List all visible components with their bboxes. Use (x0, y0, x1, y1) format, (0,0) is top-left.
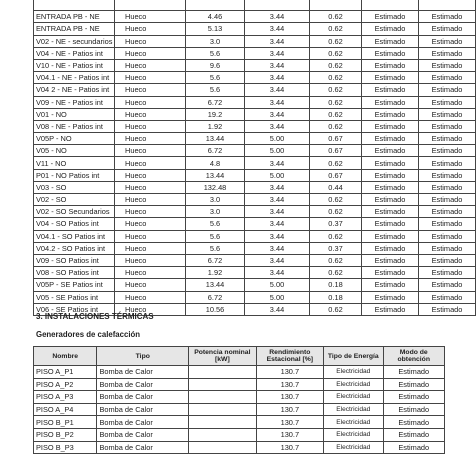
cell-name: V04.1 - SO Patios int (34, 230, 115, 242)
cell-tipo: Bomba de Calor (97, 441, 189, 454)
cell-modo-u: Estimado (362, 242, 419, 254)
cell-potencia (189, 428, 256, 441)
cell-tipo: Hueco (115, 23, 186, 35)
cell-potencia (189, 403, 256, 416)
cell-potencia (189, 366, 256, 379)
cell-tipo: Hueco (115, 84, 186, 96)
cell-potencia (189, 416, 256, 429)
cell-modo-u (362, 0, 419, 11)
cell-modo-u: Estimado (362, 230, 419, 242)
cell-transmitancia: 3.44 (245, 23, 310, 35)
cell-nombre: PISO B_P2 (34, 428, 97, 441)
cell-modo-g: Estimado (419, 169, 476, 181)
cell-tipo: Hueco (115, 169, 186, 181)
cell-modo-g: Estimado (419, 230, 476, 242)
cell-superficie: 5.6 (186, 218, 245, 230)
cell-superficie: 13.44 (186, 169, 245, 181)
cell-factor-solar: 0.67 (310, 145, 362, 157)
cell-factor-solar: 0.67 (310, 133, 362, 145)
cell-modo-u: Estimado (362, 23, 419, 35)
header-modo-obtencion: Modo de obtención (383, 347, 445, 366)
cell-tipo: Hueco (115, 108, 186, 120)
heat-row (34, 441, 445, 454)
cell-modo-g: Estimado (419, 59, 476, 71)
envelope-table (33, 0, 476, 316)
cell-modo-g: Estimado (419, 218, 476, 230)
envelope-row (34, 242, 476, 254)
cell-name: V06 - SE Patios int (34, 303, 115, 315)
cell-modo-g: Estimado (419, 279, 476, 291)
cell-transmitancia: 5.00 (245, 133, 310, 145)
cell-transmitancia: 3.44 (245, 35, 310, 47)
cell-modo-g: Estimado (419, 47, 476, 59)
cell-modo-u: Estimado (362, 267, 419, 279)
cell-transmitancia: 5.00 (245, 291, 310, 303)
cell-modo-u: Estimado (362, 157, 419, 169)
cell-tipo-energia: Electricidad (324, 391, 383, 404)
cell-superficie: 5.6 (186, 230, 245, 242)
cell-rendimiento: 130.7 (256, 416, 323, 429)
cell-superficie: 1.92 (186, 267, 245, 279)
cell-name: V09 - SO Patios int (34, 254, 115, 266)
cell-modo-u: Estimado (362, 72, 419, 84)
cell-transmitancia: 3.44 (245, 157, 310, 169)
cell-tipo-energia: Electricidad (324, 403, 383, 416)
cell-tipo: Hueco (115, 291, 186, 303)
cell-tipo: Bomba de Calor (97, 428, 189, 441)
cell-modo-u: Estimado (362, 96, 419, 108)
cell-modo-g: Estimado (419, 72, 476, 84)
cell-modo-u: Estimado (362, 35, 419, 47)
cell-nombre: PISO A_P3 (34, 391, 97, 404)
cell-name: ENTRADA PB - NE (34, 23, 115, 35)
envelope-row (34, 84, 476, 96)
envelope-row (34, 72, 476, 84)
cell-name: V02 - NE - secundarios (34, 35, 115, 47)
cell-tipo: Hueco (115, 72, 186, 84)
cell-transmitancia: 3.44 (245, 267, 310, 279)
heat-row (34, 378, 445, 391)
cell-factor-solar: 0.37 (310, 242, 362, 254)
cell-factor-solar: 0.62 (310, 120, 362, 132)
cell-name: V04.1 - NE - Patios int (34, 72, 115, 84)
cell-modo-g: Estimado (419, 242, 476, 254)
envelope-row (34, 23, 476, 35)
cell-name: P01 - NO Patios int (34, 169, 115, 181)
envelope-row (34, 0, 476, 11)
cell-tipo: Hueco (115, 35, 186, 47)
cell-modo-g: Estimado (419, 157, 476, 169)
cell-modo-u: Estimado (362, 145, 419, 157)
cell-modo-g: Estimado (419, 120, 476, 132)
cell-factor-solar: 0.44 (310, 181, 362, 193)
cell-tipo-energia: Electricidad (324, 441, 383, 454)
envelope-row (34, 47, 476, 59)
cell-modo-g: Estimado (419, 11, 476, 23)
envelope-row (34, 254, 476, 266)
cell-nombre: PISO A_P2 (34, 378, 97, 391)
cell-modo-g: Estimado (419, 145, 476, 157)
cell-transmitancia: 3.44 (245, 59, 310, 71)
cell-transmitancia: 3.44 (245, 84, 310, 96)
cell-rendimiento: 130.7 (256, 403, 323, 416)
cell-transmitancia: 3.44 (245, 218, 310, 230)
cell-transmitancia: 3.44 (245, 303, 310, 315)
cell-rendimiento: 130.7 (256, 366, 323, 379)
cell-tipo: Bomba de Calor (97, 378, 189, 391)
cell-tipo: Hueco (115, 267, 186, 279)
cell-tipo-energia: Electricidad (324, 366, 383, 379)
envelope-row (34, 157, 476, 169)
cell-factor-solar: 0.62 (310, 230, 362, 242)
sub-heading: Generadores de calefacción (36, 330, 141, 339)
cell-transmitancia: 3.44 (245, 11, 310, 23)
envelope-row (34, 230, 476, 242)
cell-name: V01 - NO (34, 108, 115, 120)
header-nombre: Nombre (34, 347, 97, 366)
cell-tipo: Hueco (115, 254, 186, 266)
cell-modo-u: Estimado (362, 303, 419, 315)
cell-superficie: 9.6 (186, 59, 245, 71)
cell-name: V02 - SO (34, 194, 115, 206)
cell-transmitancia: 3.44 (245, 254, 310, 266)
envelope-row (34, 108, 476, 120)
cell-nombre: PISO A_P1 (34, 366, 97, 379)
cell-transmitancia: 3.44 (245, 194, 310, 206)
cell-name: V11 - NO (34, 157, 115, 169)
cell-modo-u: Estimado (362, 169, 419, 181)
envelope-row (34, 133, 476, 145)
cell-superficie: 10.56 (186, 303, 245, 315)
cell-tipo: Hueco (115, 47, 186, 59)
cell-nombre: PISO B_P3 (34, 441, 97, 454)
cell-tipo: Hueco (115, 11, 186, 23)
cell-transmitancia: 3.44 (245, 72, 310, 84)
cell-modo-u: Estimado (362, 206, 419, 218)
cell-tipo: Hueco (115, 157, 186, 169)
cell-factor-solar: 0.62 (310, 35, 362, 47)
heat-table-header-row (34, 347, 445, 366)
cell-modo-u: Estimado (362, 47, 419, 59)
cell-rendimiento: 130.7 (256, 391, 323, 404)
cell-transmitancia: 3.44 (245, 96, 310, 108)
envelope-row (34, 291, 476, 303)
cell-factor-solar: 0.62 (310, 157, 362, 169)
cell-name: V05P - SE Patios int (34, 279, 115, 291)
header-potencia: Potencia nominal [kW] (189, 347, 256, 366)
cell-factor-solar: 0.67 (310, 169, 362, 181)
cell-transmitancia: 5.00 (245, 145, 310, 157)
cell-superficie: 6.72 (186, 254, 245, 266)
envelope-row (34, 194, 476, 206)
cell-tipo (115, 0, 186, 11)
cell-transmitancia: 3.44 (245, 108, 310, 120)
heat-row (34, 416, 445, 429)
cell-modo-g: Estimado (419, 291, 476, 303)
cell-transmitancia: 5.00 (245, 279, 310, 291)
cell-factor-solar: 0.62 (310, 303, 362, 315)
cell-modo-u: Estimado (362, 59, 419, 71)
cell-modo-g: Estimado (419, 303, 476, 315)
envelope-row (34, 206, 476, 218)
heat-row (34, 403, 445, 416)
cell-name: V08 - NE - Patios int (34, 120, 115, 132)
cell-modo-u: Estimado (362, 254, 419, 266)
cell-rendimiento: 130.7 (256, 378, 323, 391)
cell-transmitancia: 5.00 (245, 169, 310, 181)
cell-factor-solar (310, 0, 362, 11)
cell-name: V04 2 - NE - Patios int (34, 84, 115, 96)
cell-transmitancia (245, 0, 310, 11)
cell-factor-solar: 0.62 (310, 108, 362, 120)
cell-tipo: Hueco (115, 120, 186, 132)
cell-modo-u: Estimado (362, 133, 419, 145)
cell-transmitancia: 3.44 (245, 206, 310, 218)
cell-modo-obtencion: Estimado (383, 366, 445, 379)
cell-name: V05 - NO (34, 145, 115, 157)
cell-tipo: Hueco (115, 242, 186, 254)
cell-modo-g (419, 0, 476, 11)
cell-transmitancia: 3.44 (245, 242, 310, 254)
cell-name: V02 - SO Secundarios (34, 206, 115, 218)
cell-transmitancia: 3.44 (245, 47, 310, 59)
cell-superficie: 6.72 (186, 145, 245, 157)
cell-factor-solar: 0.18 (310, 291, 362, 303)
cell-tipo: Hueco (115, 218, 186, 230)
cell-name: V10 - NE - Patios int (34, 59, 115, 71)
cell-superficie: 5.6 (186, 84, 245, 96)
cell-name: V08 - SO Patios int (34, 267, 115, 279)
cell-tipo: Hueco (115, 145, 186, 157)
cell-factor-solar: 0.62 (310, 267, 362, 279)
cell-name: ENTRADA PB - NE (34, 11, 115, 23)
cell-modo-u: Estimado (362, 194, 419, 206)
cell-superficie: 3.0 (186, 194, 245, 206)
cell-nombre: PISO A_P4 (34, 403, 97, 416)
cell-transmitancia: 3.44 (245, 181, 310, 193)
cell-modo-u: Estimado (362, 108, 419, 120)
envelope-row (34, 169, 476, 181)
envelope-row (34, 35, 476, 47)
cell-nombre: PISO B_P1 (34, 416, 97, 429)
cell-modo-obtencion: Estimado (383, 441, 445, 454)
heat-row (34, 428, 445, 441)
cell-tipo: Hueco (115, 279, 186, 291)
section-heading: 3. INSTALACIONES TÉRMICAS (36, 312, 154, 321)
cell-modo-u: Estimado (362, 120, 419, 132)
cell-superficie: 6.72 (186, 96, 245, 108)
cell-factor-solar: 0.18 (310, 279, 362, 291)
cell-name: V04 - NE - Patios int (34, 47, 115, 59)
cell-factor-solar: 0.37 (310, 218, 362, 230)
cell-potencia (189, 378, 256, 391)
heat-row (34, 391, 445, 404)
cell-factor-solar: 0.62 (310, 11, 362, 23)
cell-name: V05 - SE Patios int (34, 291, 115, 303)
cell-name: V04 - SO Patios int (34, 218, 115, 230)
cell-superficie: 6.72 (186, 291, 245, 303)
cell-transmitancia: 3.44 (245, 120, 310, 132)
cell-modo-g: Estimado (419, 35, 476, 47)
cell-modo-g: Estimado (419, 181, 476, 193)
cell-factor-solar: 0.62 (310, 84, 362, 96)
envelope-row (34, 218, 476, 230)
cell-name: V05P - NO (34, 133, 115, 145)
cell-modo-u: Estimado (362, 84, 419, 96)
cell-modo-obtencion: Estimado (383, 416, 445, 429)
cell-modo-g: Estimado (419, 133, 476, 145)
cell-superficie (186, 0, 245, 11)
cell-modo-g: Estimado (419, 206, 476, 218)
cell-factor-solar: 0.62 (310, 72, 362, 84)
cell-modo-g: Estimado (419, 84, 476, 96)
cell-name: V09 - NE - Patios int (34, 96, 115, 108)
cell-modo-g: Estimado (419, 96, 476, 108)
cell-tipo: Hueco (115, 96, 186, 108)
cell-modo-u: Estimado (362, 291, 419, 303)
header-tipo-energia: Tipo de Energía (324, 347, 383, 366)
cell-superficie: 1.92 (186, 120, 245, 132)
cell-tipo: Hueco (115, 206, 186, 218)
cell-tipo: Hueco (115, 230, 186, 242)
envelope-row (34, 267, 476, 279)
cell-superficie: 4.46 (186, 11, 245, 23)
cell-superficie: 5.6 (186, 72, 245, 84)
cell-tipo: Bomba de Calor (97, 366, 189, 379)
cell-superficie: 4.8 (186, 157, 245, 169)
cell-tipo: Hueco (115, 59, 186, 71)
cell-superficie: 5.6 (186, 242, 245, 254)
cell-superficie: 5.13 (186, 23, 245, 35)
cell-tipo: Bomba de Calor (97, 416, 189, 429)
heat-generators-table (33, 346, 445, 454)
cell-superficie: 13.44 (186, 133, 245, 145)
envelope-row (34, 145, 476, 157)
cell-tipo: Hueco (115, 303, 186, 315)
envelope-row (34, 11, 476, 23)
cell-modo-g: Estimado (419, 108, 476, 120)
cell-tipo: Hueco (115, 133, 186, 145)
cell-factor-solar: 0.62 (310, 194, 362, 206)
cell-rendimiento: 130.7 (256, 441, 323, 454)
header-rendimiento: Rendimiento Estacional [%] (256, 347, 323, 366)
cell-modo-obtencion: Estimado (383, 428, 445, 441)
cell-tipo-energia: Electricidad (324, 428, 383, 441)
cell-superficie: 19.2 (186, 108, 245, 120)
cell-factor-solar: 0.62 (310, 59, 362, 71)
cell-factor-solar: 0.62 (310, 206, 362, 218)
cell-potencia (189, 441, 256, 454)
cell-modo-u: Estimado (362, 218, 419, 230)
cell-modo-u: Estimado (362, 11, 419, 23)
cell-potencia (189, 391, 256, 404)
cell-name: V04.2 - SO Patios int (34, 242, 115, 254)
cell-modo-g: Estimado (419, 23, 476, 35)
cell-modo-g: Estimado (419, 254, 476, 266)
cell-modo-obtencion: Estimado (383, 378, 445, 391)
cell-name (34, 0, 115, 11)
cell-name: V03 - SO (34, 181, 115, 193)
envelope-row (34, 96, 476, 108)
cell-factor-solar: 0.62 (310, 254, 362, 266)
cell-modo-u: Estimado (362, 181, 419, 193)
envelope-row (34, 120, 476, 132)
envelope-row (34, 181, 476, 193)
cell-tipo-energia: Electricidad (324, 416, 383, 429)
cell-tipo: Hueco (115, 194, 186, 206)
cell-superficie: 13.44 (186, 279, 245, 291)
header-tipo: Tipo (97, 347, 189, 366)
cell-superficie: 5.6 (186, 47, 245, 59)
cell-transmitancia: 3.44 (245, 230, 310, 242)
cell-modo-obtencion: Estimado (383, 403, 445, 416)
cell-tipo: Bomba de Calor (97, 403, 189, 416)
cell-modo-g: Estimado (419, 194, 476, 206)
cell-modo-u: Estimado (362, 279, 419, 291)
heat-row (34, 366, 445, 379)
cell-tipo: Bomba de Calor (97, 391, 189, 404)
cell-superficie: 3.0 (186, 35, 245, 47)
envelope-row (34, 279, 476, 291)
cell-modo-obtencion: Estimado (383, 391, 445, 404)
cell-factor-solar: 0.62 (310, 96, 362, 108)
envelope-row (34, 59, 476, 71)
cell-superficie: 132.48 (186, 181, 245, 193)
cell-rendimiento: 130.7 (256, 428, 323, 441)
cell-factor-solar: 0.62 (310, 23, 362, 35)
cell-factor-solar: 0.62 (310, 47, 362, 59)
cell-superficie: 3.0 (186, 206, 245, 218)
cell-tipo: Hueco (115, 181, 186, 193)
cell-tipo-energia: Electricidad (324, 378, 383, 391)
cell-modo-g: Estimado (419, 267, 476, 279)
